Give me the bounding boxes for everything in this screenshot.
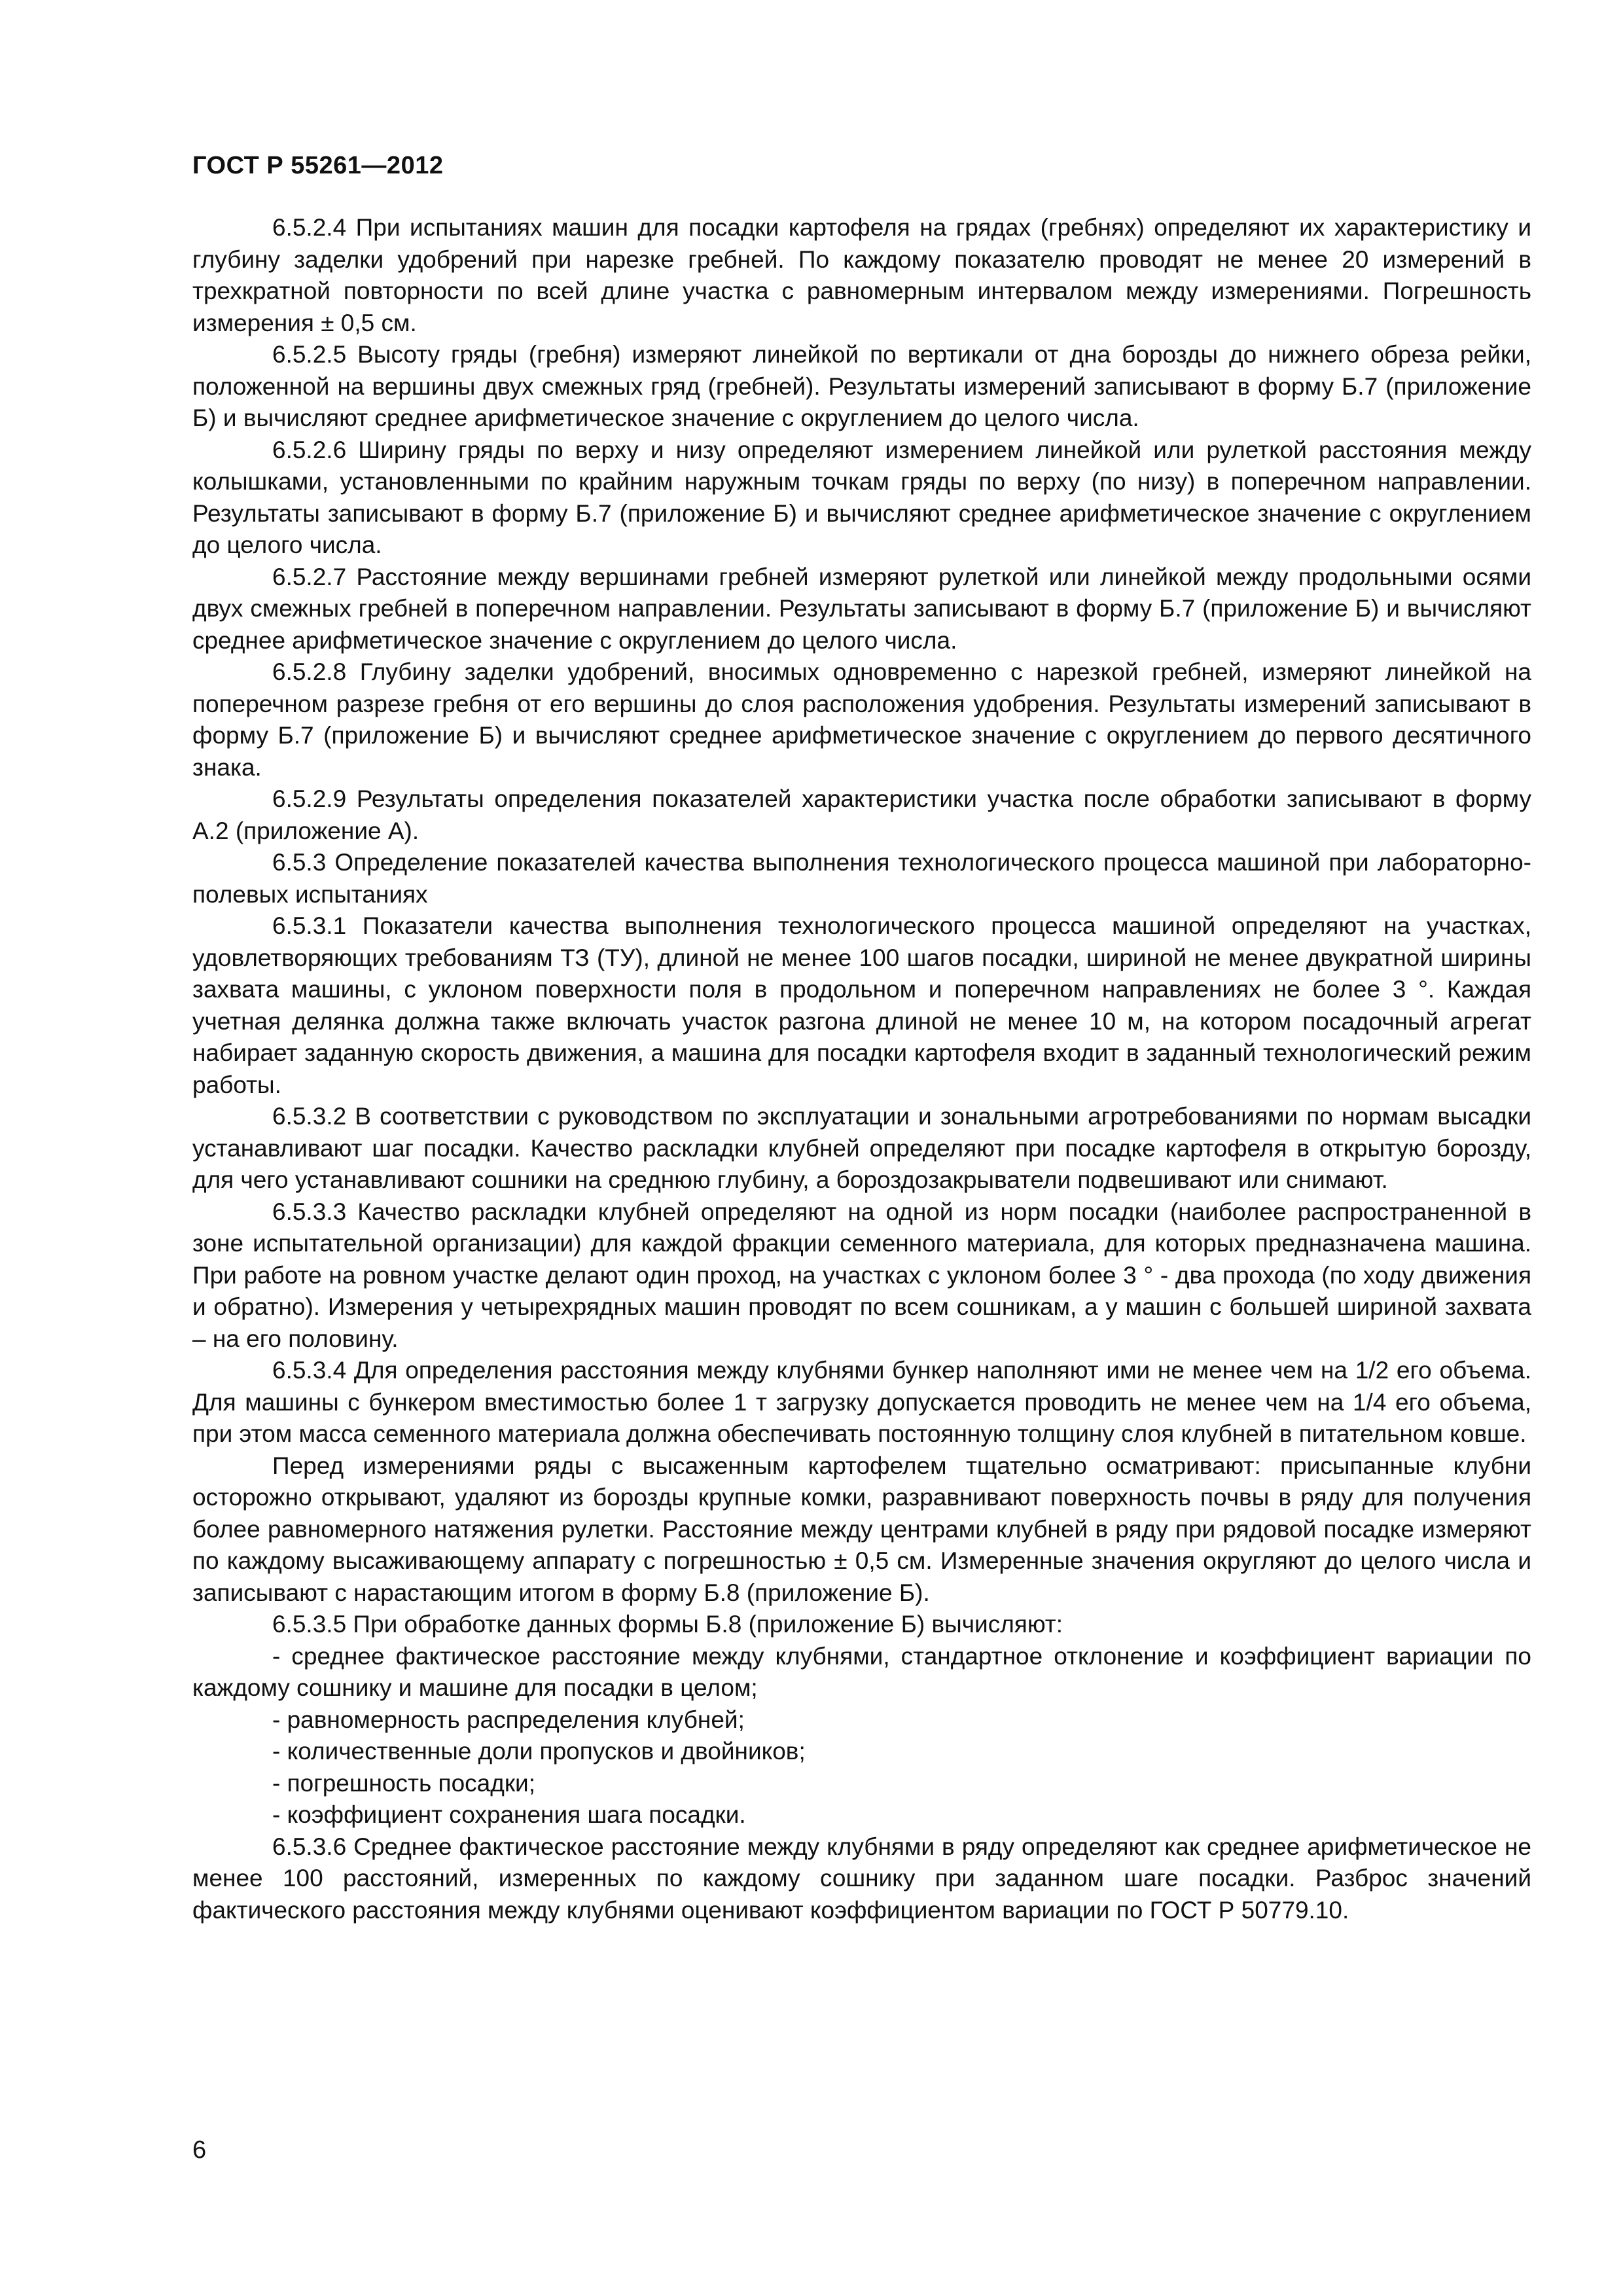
paragraph-6-5-3-1: 6.5.3.1 Показатели качества выполнения технологического процесса машиной определяют на участках, удовлетворяющих требованиям ТЗ (ТУ), длиной не менее 100 шагов посадки, шириной не менее двукратной ширины захвата машины, с уклоном поверхности поля в продольном и поперечном направлениях не более 3 °. Каждая учетная делянка должна также включать участок разгона длиной не менее 10 м, на котором посадочный агрегат набирает заданную скорость движения, а машина для посадки картофеля входит в заданный технологический режим работы. — [192, 912, 1531, 1098]
paragraph-6-5-3-5: 6.5.3.5 При обработке данных формы Б.8 (приложение Б) вычисляют: — [272, 1611, 1063, 1638]
paragraph-measurement-prep: Перед измерениями ряды с высаженным картофелем тщательно осматривают: присыпанные клубни осторожно открывают, удаляют из борозды крупные комки, разравнивают поверхность почвы в ряду для получения более равномерного натяжения рулетки. Расстояние между центрами клубней в ряду при рядовой посадке измеряют по каждому высаживающему аппарату с погрешностью ± 0,5 см. Измеренные значения округляют до целого числа и записывают с нарастающим итогом в форму Б.8 (приложение Б). — [192, 1452, 1531, 1606]
paragraph-6-5-2-9: 6.5.2.9 Результаты определения показателей характеристики участка после обработки записывают в форму А.2 (приложение А). — [192, 785, 1531, 844]
paragraph-6-5-3-4: 6.5.3.4 Для определения расстояния между клубнями бункер наполняют ими не менее чем на 1/2 его объема. Для машины с бункером вместимостью более 1 т загрузку допускается проводить не менее чем на 1/4 его объема, при этом масса семенного материала должна обеспечивать постоянную толщину слоя клубней в питательном ковше. — [192, 1357, 1531, 1447]
paragraph-6-5-2-8: 6.5.2.8 Глубину заделки удобрений, вносимых одновременно с нарезкой гребней, измеряют линейкой на поперечном разрезе гребня от его вершины до слоя расположения удобрения. Результаты измерений записывают в форму Б.7 (приложение Б) и вычисляют среднее арифметическое значение с округлением до первого десятичного знака. — [192, 658, 1531, 781]
paragraph-6-5-2-6: 6.5.2.6 Ширину гряды по верху и низу определяют измерением линейкой или рулеткой расстояния между колышками, установленными по крайним наружным точкам гряды по верху (по низу) в поперечном направлении. Результаты записывают в форму Б.7 (приложение Б) и вычисляют среднее арифметическое значение с округлением до целого числа. — [192, 436, 1531, 558]
document-body — [192, 212, 1531, 1926]
paragraph-6-5-2-7: 6.5.2.7 Расстояние между вершинами гребней измеряют рулеткой или линейкой между продольными осями двух смежных гребней в поперечном направлении. Результаты записывают в форму Б.7 (приложение Б) и вычисляют среднее арифметическое значение с округлением до целого числа. — [192, 563, 1531, 654]
list-item: - коэффициент сохранения шага посадки. — [272, 1801, 746, 1828]
page-number: 6 — [192, 2136, 207, 2164]
document-header: ГОСТ Р 55261—2012 — [192, 152, 444, 179]
paragraph-6-5-3-3: 6.5.3.3 Качество раскладки клубней определяют на одной из норм посадки (наиболее распространенной в зоне испытательной организации) для каждой фракции семенного материала, для которых предназначена машина. При работе на ровном участке делают один проход, на участках с уклоном более 3 ° - два прохода (по ходу движения и обратно). Измерения у четырехрядных машин проводят по всем сошникам, а у машин с большей шириной захвата – на его половину. — [192, 1198, 1531, 1352]
section-heading-6-5-3: 6.5.3 Определение показателей качества выполнения технологического процесса машиной при лабораторно-полевых испытаниях — [192, 849, 1531, 908]
paragraph-6-5-2-4: 6.5.2.4 При испытаниях машин для посадки картофеля на грядах (гребнях) определяют их характеристику и глубину заделки удобрений при нарезке гребней. По каждому показателю проводят не менее 20 измерений в трехкратной повторности по всей длине участка с равномерным интервалом между измерениями. Погрешность измерения ± 0,5 см. — [192, 214, 1531, 336]
paragraph-6-5-3-6: 6.5.3.6 Среднее фактическое расстояние между клубнями в ряду определяют как среднее арифметическое не менее 100 расстояний, измеренных по каждому сошнику при заданном шаге посадки. Разброс значений фактического расстояния между клубнями оценивают коэффициентом вариации по ГОСТ Р 50779.10. — [192, 1833, 1531, 1924]
paragraph-6-5-2-5: 6.5.2.5 Высоту гряды (гребня) измеряют линейкой по вертикали от дна борозды до нижнего обреза рейки, положенной на вершины двух смежных гряд (гребней). Результаты измерений записывают в форму Б.7 (приложение Б) и вычисляют среднее арифметическое значение с округлением до целого числа. — [192, 341, 1531, 431]
paragraph-6-5-3-2: 6.5.3.2 В соответствии с руководством по эксплуатации и зональными агротребованиями по нормам высадки устанавливают шаг посадки. Качество раскладки клубней определяют при посадке картофеля в открытую борозду, для чего устанавливают сошники на среднюю глубину, а бороздозакрыватели подвешивают или снимают. — [192, 1103, 1531, 1193]
list-item: - равномерность распределения клубней; — [272, 1706, 745, 1733]
list-item: - среднее фактическое расстояние между клубнями, стандартное отклонение и коэффициент вариации по каждому сошнику и машине для посадки в целом; — [192, 1642, 1531, 1701]
list-item: - погрешность посадки; — [272, 1769, 535, 1797]
list-item: - количественные доли пропусков и двойников; — [272, 1738, 806, 1765]
